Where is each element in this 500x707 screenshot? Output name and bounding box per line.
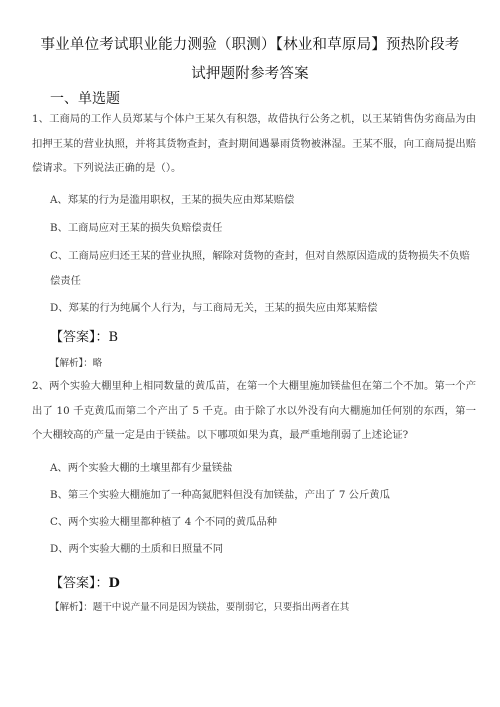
question-2-answer: [50, 572, 120, 591]
question-2-option-b: B、第三个实验大棚施加了一种高氮肥料但没有加镁盐，产出了 7 公斤黄瓜: [50, 489, 390, 501]
question-2-option-c: C、两个实验大棚里都种植了 4 个不同的黄瓜品种: [50, 516, 277, 528]
question-1-analysis: 【解析】：略: [50, 358, 103, 369]
question-2-stem: 2、两个实验大棚里种上相同数量的黄瓜苗，在第一个大棚里施加镁盐但在第二个不加。第一个产出了 10 千克黄瓜而第二个产出了 5 千克。由于除了水以外没有向大棚施加任何别的东西，第一个大棚较高的产量一定是由于镁盐。以下哪项如果为真，最严重地削弱了上述论证?: [32, 380, 476, 441]
question-1-stem: 1、工商局的工作人员郑某与个体户王某久有积怨，故借执行公务之机，以王某销售伪劣商品为由扣押王某的营业执照，并将其货物查封，查封期间遇暴雨货物被淋湿。王某不服，向工商局提出赔偿请求。下列说法正确的是（）。: [32, 113, 476, 174]
question-1-option-a: A、郑某的行为是滥用职权，王某的损失应由郑某赔偿: [50, 194, 295, 206]
answer-value: B: [108, 330, 119, 345]
question-2-analysis: 【解析】：题干中说产量不同是因为镁盐，要削弱它，只要指出两者在其: [50, 602, 350, 613]
question-2-option-a: A、两个实验大棚的土壤里都有少量镁盐: [50, 462, 233, 474]
question-1-answer: [50, 326, 118, 345]
question-1-option-b: B、工商局应对王某的损失负赔偿责任: [50, 222, 223, 234]
question-1-option-c: [50, 244, 476, 293]
question-1-option-c-text: C、工商局应归还王某的营业执照，解除对货物的查封，但对自然原因造成的货物损失不负赔偿责任: [50, 250, 470, 287]
document-title-line1: 事业单位考试职业能力测验（职测）【林业和草原局】预热阶段考: [40, 37, 460, 53]
answer-label: 【答案】：: [50, 576, 109, 591]
section-heading: 一、单选题: [50, 91, 120, 107]
question-2-option-d: D、两个实验大棚的土质和日照量不同: [50, 543, 224, 555]
question-1-option-d: D、郑某的行为纯属个人行为，与工商局无关，王某的损失应由郑某赔偿: [50, 302, 378, 314]
answer-label: 【答案】：: [50, 330, 109, 345]
document-title-line2: 试押题附参考答案: [191, 66, 309, 82]
answer-value: D: [108, 576, 120, 591]
